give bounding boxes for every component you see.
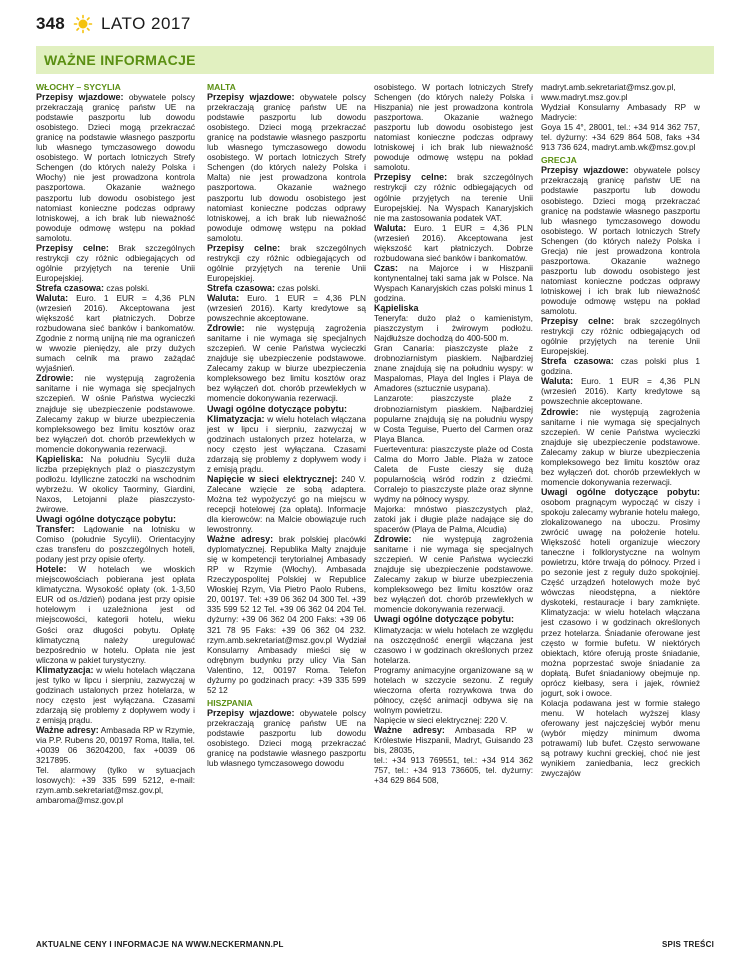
info-paragraph [374, 223, 533, 263]
field-label: Przepisy celne: [541, 316, 615, 327]
field-text: brak szczególnych restrykcji czy różnic odbiegających od ogólnie przyjętych na terenie Unii Europejskiej. [207, 242, 366, 283]
field-text: osobom pragnącym wypocząć w ciszy i spokoju zalecamy wybranie hotelu małego, zlokalizowanego na uboczu. Prosimy zwrócić uwagę na położenie hotelu. Większość hoteli organizuje wieczory taneczne i folklorystyczne na wolnym powietrzu, które trwają do północy. Przed i po sezonie jest z reguły dużo spokojniej. Część urządzeń hotelowych może być wówczas nieodstępna, a niektóre dyskoteki, restauracje i bary zamknięte. Klimatyzacja: w wielu hotelach włączana jest czasowo i w godzinach określonych przez hotelarza. Śniadanie oferowane jest często w formie bufetu. W niektórych obiektach, które oferują proste śniadanie, można poprzestać swoje śniadanie za dopłatą. Bufet śniadaniowy obejmuje np. oprócz kiełbasy, sera i jajek, również jogurt, sok i owoce. [541, 496, 700, 698]
field-text: Euro. 1 EUR = 4,36 PLN (wrzesień 2016). Akceptowana jest większość kart płatniczych. Dobrze rozbudowana sieć banków i bankomatów. [374, 222, 533, 263]
column-1 [36, 82, 195, 956]
field-text: Euro. 1 EUR = 4,36 PLN (wrzesień 2016). Karty kredytowe są powszechnie akceptowane. [207, 292, 366, 324]
info-paragraph [36, 283, 195, 293]
field-text: Teneryfa: dużo plaż o kamienistym, piaszczystym i żwirowym podłożu. Najdłuższe dochodzą do 400-500 m. [374, 313, 533, 344]
info-paragraph [374, 172, 533, 222]
field-text: Klimatyzacja: w wielu hotelach ze względu na oszczędność energii włączana jest czasowo i w godzinach określonych przez hotelarza. [374, 624, 533, 665]
field-label: Waluta: [36, 292, 69, 303]
info-paragraph [374, 313, 533, 343]
field-text: czas polski plus 1 godzina. [541, 356, 700, 377]
field-label: Przepisy celne: [207, 242, 281, 253]
info-paragraph [36, 92, 195, 243]
info-paragraph [374, 343, 533, 393]
field-label: Uwagi ogólne dotyczące pobytu: [541, 486, 700, 497]
field-text: brak polskiej placówki dyplomatycznej. Republika Malty znajduje się w kompetencji terytorialnej Ambasady RP w Rzymie (Włochy). Ambasada Rzeczypospolitej Polskiej w Republice Włoskiej Rzym, Via Pietro Paolo Rubens, 20, 00197. Tel: +39 06 362 04 300 Tel. +39 335 599 52 12 Tel. +39 06 362 04 204 Tel. dyżurny: +39 06 362 04 200 Faks: +39 06 321 78 95 Faks: +39 06 362 04 232. rzym.amb.sekretariat@msz.gov.pl Wydział Konsularny Ambasady mieści się w odrębnym budynku przy ulicy Via San Valentino, 12, 00197 Roma. Telefon dyżurny po godzinach pracy: +39 335 599 52 12 [207, 534, 366, 695]
field-text: obywatele polscy przekraczają granicę państw UE na podstawie paszportu lub dowodu osobistego. Dzieci mogą przekraczać granicę na podstawie własnego paszportu lub własnego tymczasowego dowodu osobistego. W portach lotniczych Strefy Schengen (do których należy Polska i Malta) nie jest prowadzona kontrola paszportowa. Okazanie ważnego paszportu lub dowodu osobistego jest natomiast konieczne podczas odprawy lotniskowej, a ich brak lub nieważność powoduje odmowę wstępu na pokład samolotu. [207, 92, 366, 243]
info-paragraph [374, 725, 533, 755]
info-paragraph [207, 534, 366, 695]
field-label: Czas: [374, 262, 399, 273]
field-text: Wydział Konsularny Ambasady RP w Madrycie: [541, 102, 700, 123]
info-paragraph [541, 487, 700, 698]
column-4 [541, 82, 700, 956]
info-paragraph [207, 474, 366, 534]
field-text: Fuerteventura: piaszczyste plaże od Costa Calma do Morro Jable. Plaża w zatoce Caleta de Fuste cieszy się dużą popularnością wśród rodzin z dziećmi. Corralejo to piaszczyste plaże oraz słynne wydmy na północy wyspy. [374, 443, 533, 504]
info-paragraph [541, 316, 700, 356]
field-label: Przepisy celne: [374, 172, 448, 183]
info-paragraph [374, 534, 533, 614]
info-paragraph [541, 356, 700, 376]
info-paragraph [36, 243, 195, 283]
field-text: Lądowanie na lotnisku w Comiso (południe Sycylii). Orientacyjny czas transferu do poszczególnych hoteli, podany jest przy opisie oferty. [36, 524, 195, 565]
page-footer [36, 937, 714, 951]
field-label: Klimatyzacja: [207, 413, 265, 424]
field-text: Kolacja podawana jest w formie stałego menu. W hotelach wyższej klasy oferowany jest najczęściej wybór menu (wybór między minimum dwoma potrawami) lub bufet. Często serwowane są potrawy kuchni greckiej, choć nie jest wynikiem zaniedbania, lecz greckich zwyczajów [541, 697, 700, 779]
field-label: Przepisy wjazdowe: [541, 165, 629, 176]
field-text: W hotelach we włoskich miejscowościach pobierana jest opłata klimatyczna. Wysokość opłaty (ok. 1-3,50 EUR od os./dzień) podana jest przy opisie hotelowym i uzależniona jest od miejscowości, kategorii hotelu, wieku Gości oraz długości pobytu. Opłatę klimatyczną należy uregulować bezpośrednio w hotelu. Opłata nie jest wliczona w pakiet turystyczny. [36, 564, 195, 665]
sun-icon [73, 14, 93, 34]
footer-website-link[interactable]: AKTUALNE CENY I INFORMACJE NA WWW.NECKERMANN.PL [36, 939, 284, 949]
field-text-extra: Tel. alarmowy (tylko w sytuacjach losowych): +39 335 599 5212, e-mail: rzym.amb.sekretariat@msz.gov.pl, ambaroma@msz.gov.pl [36, 765, 195, 806]
field-label: Kąpieliska [374, 303, 419, 314]
page-header [36, 12, 191, 36]
section-subheading: Uwagi ogólne dotyczące pobytu: [207, 403, 348, 414]
season-title: LATO 2017 [100, 14, 191, 33]
field-label: Transfer: [36, 524, 75, 535]
page-number: 348 [36, 14, 65, 33]
field-text: nie występują zagrożenia sanitarne i nie wymaga się specjalnych szczepień. W cenie Państwa wycieczki znajduje się ubezpieczenie podstawowe. Zalecamy zakup w biurze ubezpieczenia kompleksowego bez limitu kosztów oraz bez wyłączeń dot. chorób przewlekłych w momencie dokonywania rezerwacji. [541, 406, 700, 487]
info-paragraph [207, 243, 366, 283]
field-text: Gran Canaria: piaszczyste plaże z drobnoziarnistym piaskiem. Najbardziej znane znajdują się na południu wyspy: w Maspalomas, Playa del Ingles i Playa de Amadores (sztucznie usypana). [374, 343, 533, 394]
field-label: Przepisy wjazdowe: [207, 92, 295, 103]
field-text: 240 V. Zalecane wzięcie ze sobą adaptera. Można też wypożyczyć go na miejscu w recepcji hotelowej (za opłatą). Informacje dla kierowców: na Malcie obowiązuje ruch lewostronny. [207, 473, 366, 535]
info-paragraph [541, 102, 700, 122]
field-text: tel.: +34 913 769551, tel.: +34 914 362 757, tel.: +34 913 736605, tel. dyżurny: +34 629 864 508, [374, 755, 533, 786]
field-label: Strefa czasowa: [541, 356, 614, 367]
info-paragraph [36, 524, 195, 564]
field-label: Strefa czasowa: [36, 282, 105, 293]
field-label: Waluta: [541, 376, 574, 387]
field-text: Programy animacyjne organizowane są w hotelach w szczycie sezonu. Z reguły wieczorna oferta rozrywkowa trwa do północy, część animacji odbywa się na wolnym powietrzu. [374, 664, 533, 715]
field-label: Ważne adresy: [207, 534, 274, 545]
field-text: osobistego. W portach lotniczych Strefy Schengen (do których należy Polska i Hiszpania) nie jest prowadzona kontrola paszportowa. Okazanie ważnego paszportu lub dowodu osobistego jest natomiast konieczne podczas odprawy lotniskowej i ich brak lub nieważność powoduje odmowę wstępu na pokład samolotu. [374, 82, 533, 173]
info-paragraph [207, 92, 366, 243]
field-label: Waluta: [374, 222, 407, 233]
info-paragraph [207, 283, 366, 293]
field-label: Waluta: [207, 292, 240, 303]
field-text: Ambasada RP w Królestwie Hiszpanii, Madryt, Guisando 23 bis, 28035, [374, 725, 533, 756]
info-paragraph [36, 665, 195, 725]
field-label: Klimatyzacja: [36, 664, 94, 675]
column-2 [207, 82, 366, 956]
field-text: obywatele polscy przekraczają granicę państw UE na podstawie paszportu lub dowodu osobistego. Dzieci mogą przekraczać granicę na podstawie własnego paszportu lub własnego tymczasowego dowodu osobistego. W portach lotniczych Strefy Schengen (do których należy Polska i Włochy) nie jest prowadzona kontrola paszportowa. Okazanie ważnego paszportu lub dowodu osobistego jest natomiast konieczne podczas odprawy lotniskowej, a ich brak lub nieważność powoduje odmowę wstępu na pokład samolotu. [36, 92, 195, 243]
field-text: Euro. 1 EUR = 4,36 PLN (wrzesień 2016). Akceptowana jest większość kart płatniczych. Dobrze rozbudowana sieć banków i bankomatów. Zgodnie z normą unijną nie ma ograniczeń w wwozie pieniędzy, ale przy dużych sumach celnik ma prawo zażądać wyjaśnień. [36, 292, 195, 374]
info-paragraph [374, 82, 533, 172]
field-label: Ważne adresy: [36, 725, 99, 735]
field-text: Na południu Sycylii duża liczba przepięknych plaż o piaszczystym podłożu. Idylliczne zatoczki na wschodnim wybrzeżu. W okolicy Taorminy, Giardini, Naxos, Letojanni plaże piaszczysto-żwirowe. [36, 453, 195, 514]
info-paragraph [541, 82, 700, 102]
field-label: Zdrowie: [541, 406, 579, 417]
section-title: WAŻNE INFORMACJE [44, 52, 196, 68]
info-paragraph [374, 755, 533, 785]
field-label: Ważne adresy: [374, 725, 445, 735]
info-paragraph [374, 303, 533, 313]
field-text: w wielu hotelach włączana jest w lipcu i sierpniu, zazwyczaj w godzinach ustalonych przez hotelarza, w nocy często jest wyłączana. Czasami zdarzają się problemy z dopływem wody i z emisją prądu. [207, 413, 366, 474]
field-label: Napięcie w sieci elektrycznej: [207, 473, 338, 484]
country-heading: MALTA [207, 82, 236, 92]
field-text: Goya 15 4°, 28001, tel.: +34 914 362 757, tel. dyżurny: +34 629 864 508, faks +34 913 736 624, madryt.amb.wk@msz.gov.pl [541, 122, 700, 153]
field-text: Majorka: mnóstwo piaszczystych plaż, zatoki jak i długie plaże nadające się do spacerów (Playa de Palma, Alcudia) [374, 503, 533, 535]
table-of-contents-link[interactable]: SPIS TREŚCI [662, 939, 714, 949]
field-text: brak szczególnych restrykcji czy różnic odbiegających od ogólnie przyjętych na terenie Unii Europejskiej. Na Wyspach Kanaryjskich nie ma zastosowania podatek VAT. [374, 172, 533, 223]
field-text: obywatele polscy przekraczają granicę państw UE na podstawie paszportu lub dowodu osobistego. Dzieci mogą przekraczać granicę na podstawie własnego paszportu lub własnego tymczasowego dowodu [207, 707, 366, 769]
info-paragraph [541, 122, 700, 152]
info-paragraph [374, 715, 533, 725]
column-3 [374, 82, 533, 956]
info-paragraph [541, 698, 700, 778]
content-columns [36, 82, 714, 956]
field-text: w wielu hotelach włączana jest tylko w lipcu i sierpniu, zazwyczaj w godzinach ustalonych przez hotelarza, w nocy często jest wyłączana. Czasami zdarzają się problemy z dopływem wody i z emisją prądu. [36, 664, 195, 725]
country-heading: HISZPANIA [207, 697, 253, 708]
field-text: nie występują zagrożenia sanitarne i nie wymaga się specjalnych szczepień. W cenie Państwa wycieczki znajduje się ubezpieczenie podstawowe. Zalecamy zakup w biurze ubezpieczenia kompleksowego bez limitu kosztów oraz bez wyłączeń dot. chorób przewlekłych w momencie dokonywania rezerwacji. [374, 534, 533, 615]
info-paragraph [374, 625, 533, 665]
field-text: czas polski. [106, 282, 150, 293]
section-banner [36, 46, 714, 74]
field-text: Euro. 1 EUR = 4,36 PLN (wrzesień 2016). Karty kredytowe są powszechnie akceptowane. [541, 376, 700, 407]
field-label: Zdrowie: [207, 323, 245, 334]
section-subheading: Uwagi ogólne dotyczące pobytu: [374, 614, 515, 625]
section-subheading: Uwagi ogólne dotyczące pobytu: [36, 514, 177, 525]
info-paragraph [374, 665, 533, 715]
field-label: Przepisy celne: [36, 242, 109, 253]
field-label: Zdrowie: [36, 373, 74, 384]
field-label: Przepisy wjazdowe: [36, 92, 124, 103]
field-label: Kąpieliska: [36, 453, 84, 464]
field-text: Lanzarote: piaszczyste plaże z drobnoziarnistym piaskiem. Najbardziej popularne znajdują się na południu wyspy w Costa Teguise, Puerto del Carmen oraz Playa Blanca. [374, 393, 533, 444]
info-paragraph [374, 263, 533, 303]
field-text: Brak szczególnych restrykcji czy różnic odbiegających od ogólnie przyjętych na terenie Unii Europejskiej. [36, 242, 195, 283]
field-text: czas polski. [277, 282, 321, 293]
info-paragraph [207, 323, 366, 403]
field-text: obywatele polscy przekraczają granicę państw UE na podstawie paszportu lub dowodu osobistego. Dzieci mogą przekraczać granicę na podstawie własnego paszportu lub własnego tymczasowego dowodu osobistego. W portach lotniczych Strefy Schengen (do których należy Polska i Grecja) nie jest prowadzona kontrola paszportowa. Okazanie ważnego paszportu lub dowodu osobistego jest natomiast konieczne podczas odprawy lotniskowej i ich brak lub nieważność powoduje odmowę wstępu na pokład samolotu. [541, 165, 700, 317]
field-label: Zdrowie: [374, 534, 412, 545]
info-paragraph [541, 376, 700, 406]
info-paragraph [36, 293, 195, 373]
info-paragraph [541, 165, 700, 316]
info-paragraph [36, 564, 195, 664]
field-label: Hotele: [36, 564, 67, 575]
info-paragraph [207, 414, 366, 474]
field-text: brak szczególnych restrykcji czy różnic odbiegających od ogólnie przyjętych na terenie Unii Europejskiej. [541, 316, 700, 357]
info-paragraph [374, 504, 533, 534]
field-text: nie występują zagrożenia sanitarne i nie wymaga się specjalnych szczepień. W cenie Państwa wycieczki znajduje się ubezpieczenie podstawowe. Zalecamy zakup w biurze ubezpieczenia kompleksowego bez limitu kosztów oraz bez wyłączeń dot. chorób przewlekłych w momencie dokonywania rezerwacji. [207, 323, 366, 404]
info-paragraph [36, 373, 195, 453]
country-heading: GRECJA [541, 155, 577, 166]
info-paragraph [374, 444, 533, 504]
info-paragraph [36, 725, 195, 805]
country-heading: WŁOCHY – SYCYLIA [36, 82, 121, 92]
field-text: na Majorce i w Hiszpanii kontynentalnej taki sama jak w Polsce. Na Wyspach Kanaryjskich czas polski minus 1 godzina. [374, 262, 533, 303]
info-paragraph [207, 708, 366, 768]
field-label: Strefa czasowa: [207, 282, 276, 293]
field-text: madryt.amb.sekretariat@msz.gov.pl, www.madryt.msz.gov.pl [541, 82, 676, 103]
info-paragraph [207, 293, 366, 323]
info-paragraph [541, 407, 700, 487]
info-paragraph [36, 454, 195, 514]
field-text: Ambasada RP w Rzymie, via P.P. Rubens 20, 00197 Roma, Italia, tel. +0039 06 36204200, fax +0039 06 3217895. [36, 725, 195, 766]
info-paragraph [374, 393, 533, 443]
field-label: Przepisy wjazdowe: [207, 707, 295, 718]
field-text: nie występują zagrożenia sanitarne i nie wymaga się specjalnych szczepień. W ośnie Państwa wycieczki znajduje się ubezpieczenie podstawowe. Zalecamy zakup w biurze ubezpieczenia kompleksowego bez limitu kosztów oraz bez wyłączeń dot. chorób przewlekłych w momencie dokonywania rezerwacji. [36, 373, 195, 454]
field-text: Napięcie w sieci elektrycznej: 220 V. [374, 714, 508, 725]
